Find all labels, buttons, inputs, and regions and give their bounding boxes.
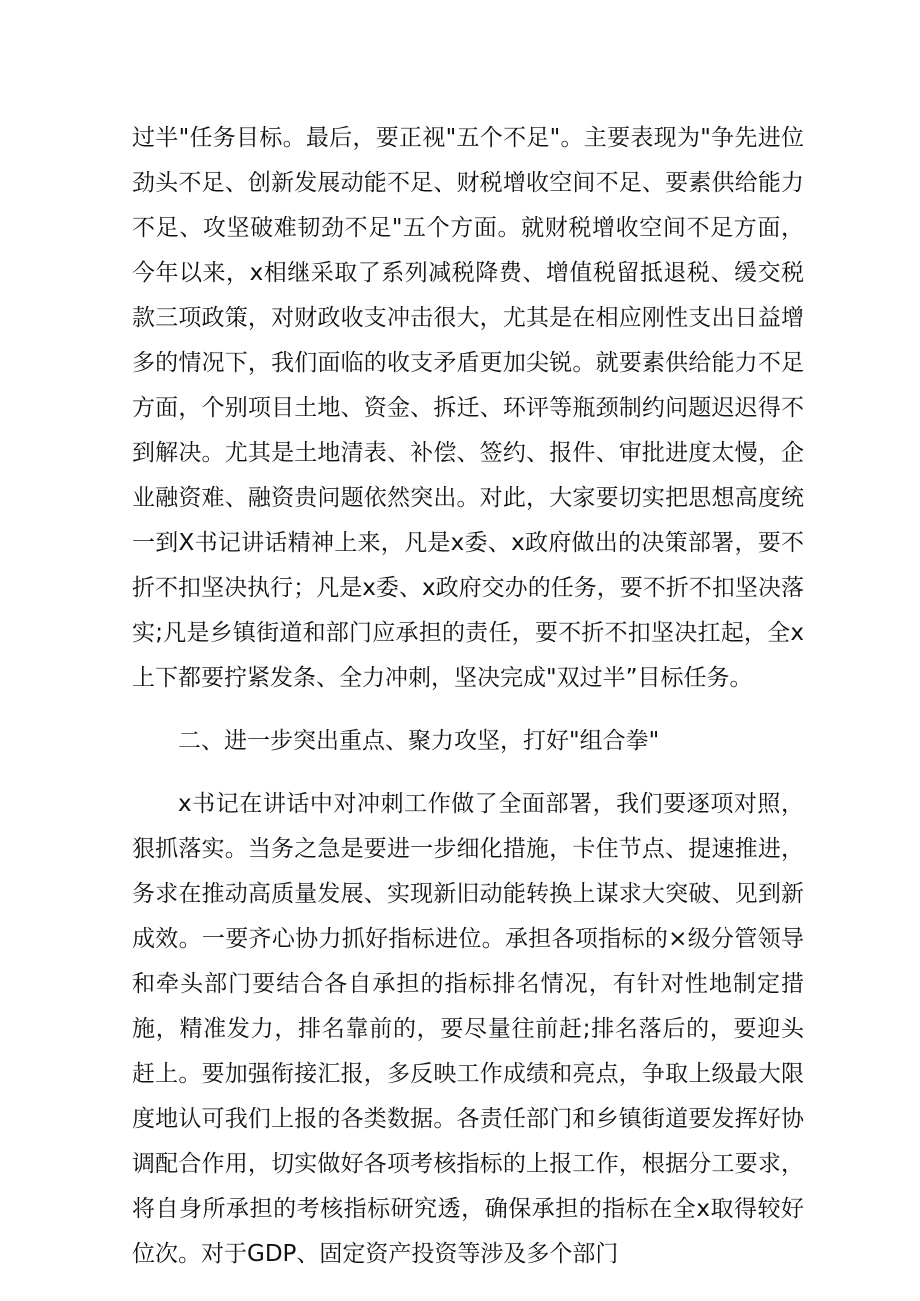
document-page xyxy=(132,116,804,1277)
section-heading-2: 二、进一步突出重点、聚力攻坚，打好"组合拳" xyxy=(178,728,660,754)
body-paragraph-3: x书记在讲话中对冲刺工作做了全面部署，我们要逐项对照，狠抓落实。当务之急是要进一步细化措施，卡住节点、提速推进，务求在推动高质量发展、实现新旧动能转换上谋求大突破、见到新成效。一要齐心协力抓好指标进位。承担各项指标的×级分管领导和牵头部门要结合各自承担的指标排名情况，有针对性地制定措施，精准发力，排名靠前的，要尽量往前赶;排名落后的，要迎头赶上。要加强衔接汇报，多反映工作成绩和亮点，争取上级最大限度地认可我们上报的各类数据。各责任部门和乡镇街道要发挥好协调配合作用，切实做好各项考核指标的上报工作，根据分工要求，将自身所承担的考核指标研究透，确保承担的指标在全x取得较好位次。对于GDP、固定资产投资等涉及多个部门 xyxy=(132,791,804,1267)
body-paragraph-1: 过半"任务目标。最后，要正视"五个不足"。主要表现为"争先进位劲头不足、创新发展动能不足、财税增收空间不足、要素供给能力不足、攻坚破难韧劲不足"五个方面。就财税增收空间不足方面，今年以来，x相继采取了系列减税降费、增值税留抵退税、缓交税款三项政策，对财政收支冲击很大，尤其是在相应刚性支出日益增多的情况下，我们面临的收支矛盾更加尖锐。就要素供给能力不足方面，个别项目土地、资金、拆迁、环评等瓶颈制约问题迟迟得不到解决。尤其是土地清表、补偿、签约、报件、审批进度太慢，企业融资难、融资贵问题依然突出。对此，大家要切实把思想高度统一到X书记讲话精神上来，凡是x委、x政府做出的决策部署，要不折不扣坚决执行；凡是x委、x政府交办的任务，要不折不扣坚决落实;凡是乡镇街道和部门应承担的责任，要不折不扣坚决扛起，全x上下都要拧紧发条、全力冲刺，坚决完成"双过半”目标任务。 xyxy=(132,125,804,691)
